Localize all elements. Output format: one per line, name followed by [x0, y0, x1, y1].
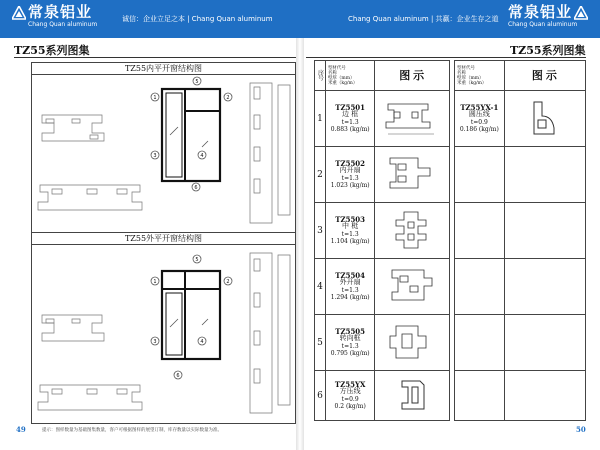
empty-cell	[504, 259, 585, 315]
profile-wall: t=1.3	[341, 174, 359, 182]
table-row	[315, 315, 450, 371]
row-figure	[375, 315, 450, 371]
inward-window-structure-diagram	[32, 75, 295, 233]
header-info-line: 壁厚（mm）	[327, 75, 355, 81]
brand-name-en: Chang Quan aluminum	[28, 21, 98, 28]
panel-inward-title: TZ55内平开窗结构图	[32, 63, 295, 75]
profile-weight: 0.186 (kg/m)	[459, 126, 499, 133]
callout-2: 2	[226, 95, 230, 101]
profile-wall: t=1.3	[341, 230, 359, 238]
panel-inward-window	[31, 62, 296, 234]
slogan-left: 诚信：企业立足之本 | Chang Quan aluminum	[122, 15, 273, 23]
profile-name: 中 梃	[342, 222, 359, 230]
table-row	[455, 371, 586, 421]
row-no: 6	[315, 371, 326, 421]
empty-cell	[455, 371, 505, 421]
profile-section-drawing	[520, 96, 570, 140]
series-title-right: TZ55系列图集	[510, 44, 586, 57]
header-no: 序号	[315, 61, 326, 91]
profile-section-drawing	[382, 320, 442, 364]
row-info	[325, 259, 374, 315]
profile-wall: t=0.9	[470, 118, 488, 126]
table-row	[455, 147, 586, 203]
table-row	[315, 91, 450, 147]
empty-cell	[504, 147, 585, 203]
header-figure: 图示	[375, 61, 450, 91]
table-row	[315, 371, 450, 421]
profile-section-drawing	[382, 96, 442, 140]
header-figure: 图示	[504, 61, 585, 91]
profile-code: TZ5505	[335, 326, 366, 336]
callout-6: 6	[194, 185, 198, 191]
table-row	[455, 91, 586, 147]
header-info-line: 型材代号	[327, 65, 346, 71]
profile-wall: t=1.3	[341, 342, 359, 350]
header-info-line: 壁厚（mm）	[457, 75, 484, 81]
profile-weight: 1.023 (kg/m)	[330, 182, 370, 189]
row-figure	[375, 147, 450, 203]
row-figure	[504, 91, 585, 147]
company-logo-icon	[574, 6, 588, 20]
header-info	[455, 61, 505, 91]
table-row	[455, 315, 586, 371]
callout-4: 4	[200, 153, 204, 159]
profile-section-drawing	[392, 375, 432, 415]
row-info	[325, 203, 374, 259]
page-gutter	[296, 38, 304, 450]
profile-weight: 0.795 (kg/m)	[330, 350, 370, 357]
callout-6: 6	[176, 373, 180, 379]
row-info	[455, 91, 505, 147]
header-info-line: 型材代号	[457, 65, 475, 71]
header-info-line: 名称	[327, 70, 337, 76]
profile-code: TZ55YX	[334, 379, 366, 389]
profile-name: 方压线	[339, 387, 361, 395]
callout-3: 3	[153, 339, 157, 345]
series-title-left: TZ55系列图集	[14, 44, 90, 57]
profile-weight: 0.2 (kg/m)	[334, 403, 366, 410]
row-figure	[375, 259, 450, 315]
callout-2: 2	[226, 279, 230, 285]
callout-1: 1	[153, 279, 157, 285]
row-info	[325, 147, 374, 203]
title-rule-left	[14, 57, 296, 58]
profile-code: TZ55YX-1	[460, 102, 499, 112]
brand-name-cn: 常泉铝业	[28, 3, 93, 21]
brand-left	[28, 3, 97, 29]
profile-name: 圆压线	[468, 110, 490, 118]
brand-name-cn: 常泉铝业	[508, 3, 573, 21]
header-info	[325, 61, 374, 91]
empty-cell	[455, 259, 505, 315]
profile-section-drawing	[382, 208, 442, 252]
table-row	[315, 147, 450, 203]
row-no: 2	[315, 147, 326, 203]
header-info-line: 米重（kg/m）	[327, 80, 358, 86]
row-no: 5	[315, 315, 326, 371]
profile-wall: t=0.9	[341, 395, 359, 403]
row-figure	[375, 91, 450, 147]
profile-weight: 1.104 (kg/m)	[330, 238, 370, 245]
callout-3: 3	[153, 153, 157, 159]
callout-5: 5	[195, 257, 199, 263]
table-header-row	[315, 61, 450, 91]
outward-window-structure-diagram	[32, 245, 295, 423]
brand-name-en: Chang Quan aluminum	[508, 21, 578, 28]
profile-weight: 1.294 (kg/m)	[330, 294, 370, 301]
table-row	[455, 259, 586, 315]
profile-section-drawing	[382, 264, 442, 308]
profile-table-side	[454, 60, 586, 421]
profile-section-drawing	[382, 152, 442, 196]
callout-5: 5	[195, 79, 199, 85]
header-info-line: 名称	[457, 70, 466, 76]
empty-cell	[504, 371, 585, 421]
profile-code: TZ5502	[335, 158, 366, 168]
callout-4: 4	[200, 339, 204, 345]
table-header-row	[455, 61, 586, 91]
panel-outward-title: TZ55外平开窗结构图	[32, 233, 295, 245]
table-row	[455, 203, 586, 259]
profile-weight: 0.883 (kg/m)	[330, 126, 370, 133]
row-no: 1	[315, 91, 326, 147]
profile-wall: t=1.3	[341, 118, 359, 126]
row-no: 3	[315, 203, 326, 259]
callout-1: 1	[153, 95, 157, 101]
row-info	[325, 91, 374, 147]
page-number-right: 50	[576, 425, 586, 434]
profile-code: TZ5501	[335, 102, 366, 112]
footnote: 提示：图样数量为基础图集数量，客户可根据图样的展望订制，库存数量以实际数量为准。	[42, 428, 222, 433]
brand-right	[508, 3, 577, 29]
header-info-line: 米重（kg/m）	[457, 80, 487, 86]
profile-name: 边 框	[342, 110, 359, 118]
table-row	[315, 259, 450, 315]
profile-wall: t=1.3	[341, 286, 359, 294]
empty-cell	[455, 203, 505, 259]
empty-cell	[455, 315, 505, 371]
slogan-right: Chang Quan aluminum | 共赢：企业生存之道	[348, 15, 499, 23]
profile-name: 转向框	[339, 334, 361, 342]
row-info	[325, 315, 374, 371]
empty-cell	[455, 147, 505, 203]
title-rule-right	[306, 57, 586, 58]
row-figure	[375, 371, 450, 421]
profile-table	[314, 60, 450, 421]
empty-cell	[504, 315, 585, 371]
row-figure	[375, 203, 450, 259]
row-info	[325, 371, 374, 421]
company-logo-icon	[12, 6, 26, 20]
panel-outward-window	[31, 232, 296, 424]
profile-name: 外开扇	[339, 278, 361, 286]
page-number-left: 49	[16, 425, 26, 434]
profile-name: 内开扇	[339, 166, 361, 174]
profile-code: TZ5503	[335, 214, 366, 224]
table-row	[315, 203, 450, 259]
profile-code: TZ5504	[335, 270, 366, 280]
empty-cell	[504, 203, 585, 259]
row-no: 4	[315, 259, 326, 315]
